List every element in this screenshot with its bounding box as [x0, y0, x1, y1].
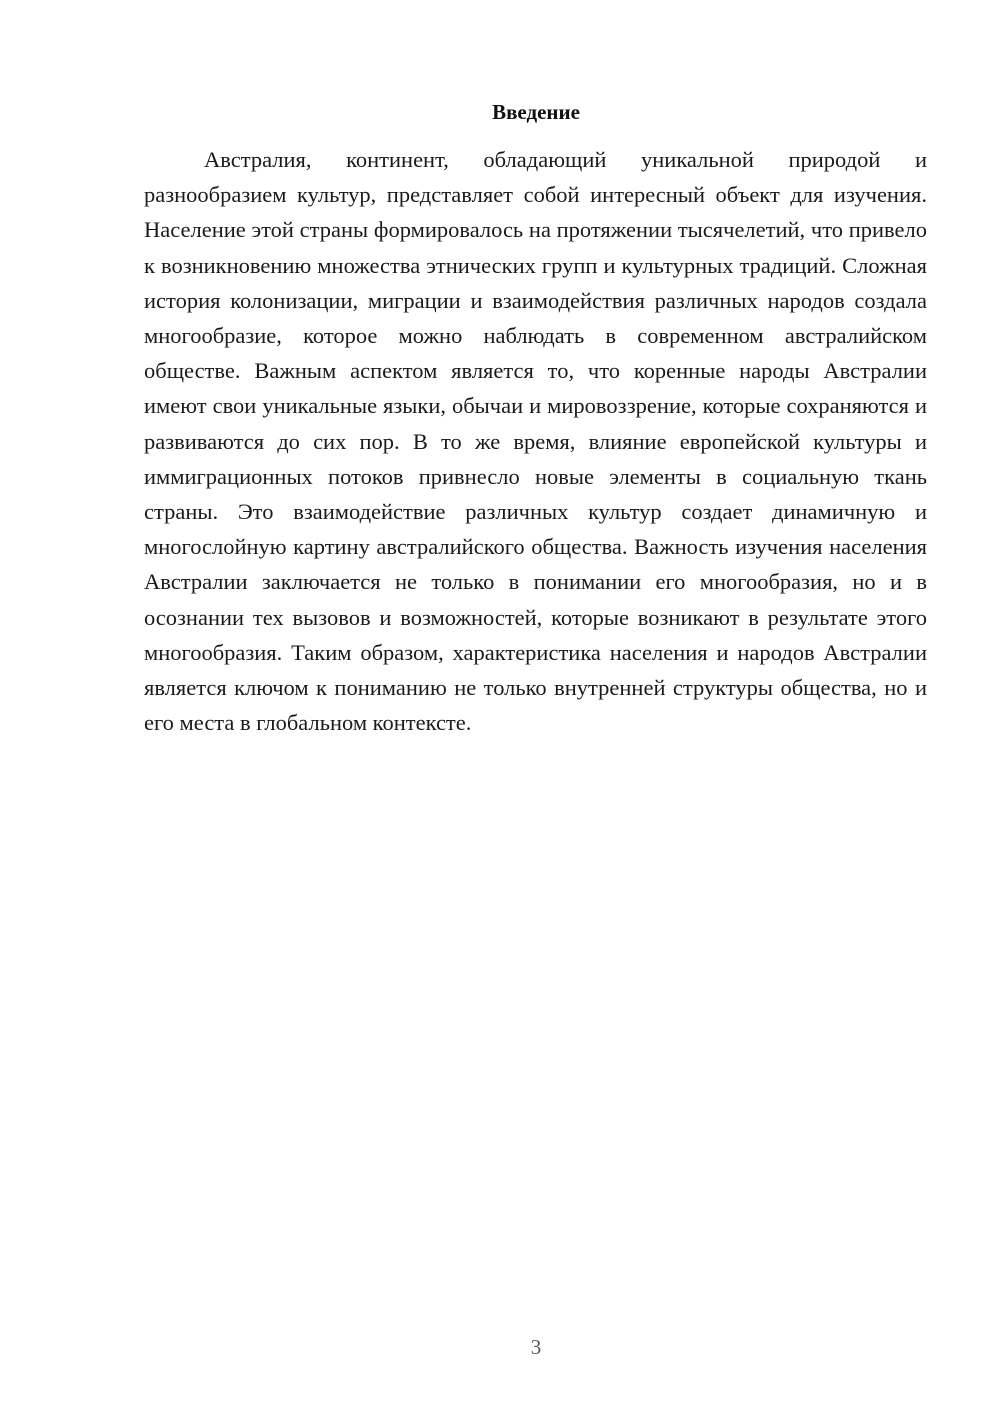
page-number: 3	[530, 1335, 542, 1359]
section-heading: Введение	[492, 100, 580, 124]
body-paragraph: Австралия, континент, обладающий уникальной природой и разнообразием культур, представляет собой интересный объект для изучения. Население этой страны формировалось на протяжении тысячелетий, что привело к возникновению множества этнических групп и культурных традиций. Сложная история колонизации, миграции и взаимодействия различных народов создала многообразие, которое можно наблюдать в современном австралийском обществе. Важным аспектом является то, что коренные народы Австралии имеют свои уникальные языки, обычаи и мировоззрение, которые сохраняются и развиваются до сих пор. В то же время, влияние европейской культуры и иммиграционных потоков привнесло новые элементы в социальную ткань страны. Это взаимодействие различных культур создает динамичную и многослойную картину австралийского общества. Важность изучения населения Австралии заключается не только в понимании его многообразия, но и в осознании тех вызовов и возможностей, которые возникают в результате этого многообразия. Таким образом, характеристика населения и народов Австралии является ключом к пониманию не только внутренней структуры общества, но и его места в глобальном контексте.	[144, 147, 927, 736]
